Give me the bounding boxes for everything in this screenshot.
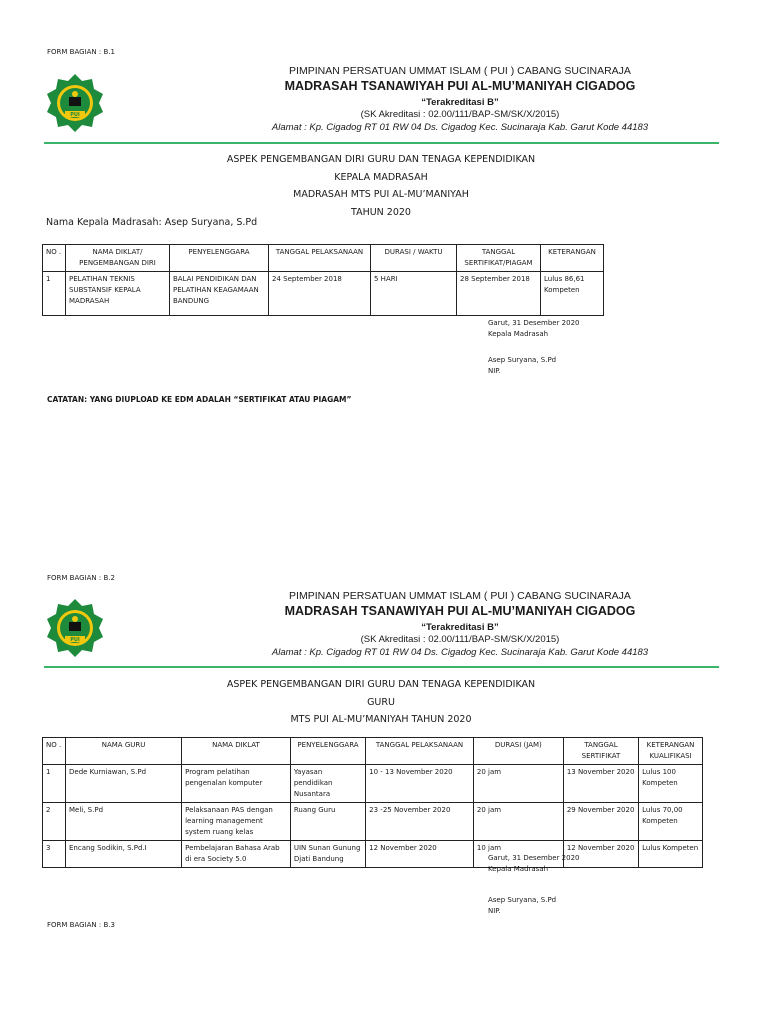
col-nama-guru: NAMA GURU: [66, 738, 182, 765]
cell-keterangan: Lulus 100 Kompeten: [639, 765, 703, 803]
table-row: [43, 803, 703, 841]
signature-block-b1: [488, 318, 580, 377]
col-tanggal-pelaksanaan: TANGGAL PELAKSANAAN: [366, 738, 474, 765]
accreditation: “Terakreditasi B”: [421, 622, 499, 633]
cell-no: 1: [43, 765, 66, 803]
title-line: MADRASAH MTS PUI AL-MU’MANIYAH: [293, 189, 469, 200]
col-nama-diklat: NAMA DIKLAT: [182, 738, 291, 765]
sign-name: Asep Suryana, S.Pd: [488, 896, 557, 904]
form-b2-title: [150, 676, 612, 729]
cell-tanggal-pelaksanaan: 12 November 2020: [366, 841, 474, 868]
school-logo: [44, 72, 106, 134]
cell-penyelenggara: BALAI PENDIDIKAN DAN PELATIHAN KEAGAMAAN BANDUNG: [170, 272, 269, 316]
school-name: MADRASAH TSANAWIYAH PUI AL-MU’MANIYAH CIGADOG: [284, 604, 636, 618]
table-b1: [42, 244, 604, 316]
cell-no: 3: [43, 841, 66, 868]
cell-no: 1: [43, 272, 66, 316]
cell-tanggal-pelaksanaan: 10 - 13 November 2020: [366, 765, 474, 803]
table-header-row: [43, 245, 604, 272]
address: Alamat : Kp. Cigadog RT 01 RW 04 Ds. Cigadog Kec. Sucinaraja Kab. Garut Kode 44183: [271, 647, 649, 658]
sign-role: Kepala Madrasah: [488, 330, 549, 338]
table-row: [43, 841, 703, 868]
table-b2: [42, 737, 703, 868]
principal-name: Nama Kepala Madrasah: Asep Suryana, S.Pd: [46, 217, 258, 228]
col-durasi: DURASI / WAKTU: [371, 245, 457, 272]
letterhead: [200, 590, 720, 659]
cell-keterangan: Lulus 70,00 Kompeten: [639, 803, 703, 841]
table-row: [43, 765, 703, 803]
sign-place-date: Garut, 31 Desember 2020: [488, 854, 580, 862]
title-line: KEPALA MADRASAH: [334, 171, 428, 183]
form-label-b1: FORM BAGIAN : B.1: [47, 48, 115, 56]
cell-durasi: 10 jam: [473, 841, 563, 868]
header-rule: [44, 142, 719, 144]
title-line: ASPEK PENGEMBANGAN DIRI GURU DAN TENAGA KEPENDIDIKAN: [226, 154, 536, 165]
cell-tanggal-pelaksanaan: 23 -25 November 2020: [366, 803, 474, 841]
cell-keterangan: Lulus 86,61 Kompeten: [541, 272, 604, 316]
cell-nama-guru: Dede Kurniawan, S.Pd: [66, 765, 182, 803]
cell-tanggal-sertifikat: 28 September 2018: [457, 272, 541, 316]
accreditation: “Terakreditasi B”: [421, 97, 499, 108]
title-line: MTS PUI AL-MU’MANIYAH TAHUN 2020: [290, 714, 472, 725]
title-line: TAHUN 2020: [351, 206, 411, 218]
sign-role: Kepala Madrasah: [488, 865, 549, 873]
cell-durasi: 20 jam: [473, 765, 563, 803]
address: Alamat : Kp. Cigadog RT 01 RW 04 Ds. Cigadog Kec. Sucinaraja Kab. Garut Kode 44183: [271, 122, 649, 133]
col-nama-diklat: NAMA DIKLAT/ PENGEMBANGAN DIRI: [66, 245, 170, 272]
cell-penyelenggara: Ruang Guru: [290, 803, 365, 841]
sk-number: (SK Akreditasi : 02.00/111/BAP-SM/SK/X/2015): [360, 109, 560, 120]
col-tanggal-pelaksanaan: TANGGAL PELAKSANAAN: [269, 245, 371, 272]
cell-durasi: 20 jam: [473, 803, 563, 841]
cell-nama-diklat: Program pelatihan pengenalan komputer: [182, 765, 291, 803]
cell-nama-diklat: Pembelajaran Bahasa Arab di era Society 5.0: [182, 841, 291, 868]
cell-durasi: 5 HARI: [371, 272, 457, 316]
logo-text: PUI: [70, 637, 80, 643]
title-line: GURU: [367, 696, 395, 708]
col-keterangan: KETERANGAN: [541, 245, 604, 272]
cell-nama-diklat: Pelaksanaan PAS dengan learning management system ruang kelas: [182, 803, 291, 841]
cell-penyelenggara: Yayasan pendidikan Nusantara: [290, 765, 365, 803]
col-durasi: DURASI (JAM): [473, 738, 563, 765]
col-keterangan: KETERANGAN KUALIFIKASI: [639, 738, 703, 765]
form-b1-title: [150, 151, 612, 221]
header-rule: [44, 666, 719, 668]
school-name: MADRASAH TSANAWIYAH PUI AL-MU’MANIYAH CIGADOG: [284, 79, 636, 93]
cell-nama-guru: Meli, S.Pd: [66, 803, 182, 841]
cell-nama-guru: Encang Sodikin, S.Pd.I: [66, 841, 182, 868]
col-tanggal-sertifikat: TANGGAL SERTIFIKAT: [563, 738, 638, 765]
sign-name: Asep Suryana, S.Pd: [488, 356, 557, 364]
form-label-b2: FORM BAGIAN : B.2: [47, 574, 115, 582]
sk-number: (SK Akreditasi : 02.00/111/BAP-SM/SK/X/2015): [360, 634, 560, 645]
col-penyelenggara: PENYELENGGARA: [170, 245, 269, 272]
school-logo: [44, 597, 106, 659]
title-line: ASPEK PENGEMBANGAN DIRI GURU DAN TENAGA KEPENDIDIKAN: [226, 679, 536, 690]
cell-penyelenggara: UIN Sunan Gunung Djati Bandung: [290, 841, 365, 868]
form-label-b3: FORM BAGIAN : B.3: [47, 921, 115, 929]
cell-tanggal-sertifikat: 12 November 2020: [563, 841, 638, 868]
cell-no: 2: [43, 803, 66, 841]
col-penyelenggara: PENYELENGGARA: [290, 738, 365, 765]
logo-text: PUI: [70, 112, 80, 118]
org-name: PIMPINAN PERSATUAN UMMAT ISLAM ( PUI ) CABANG SUCINARAJA: [289, 590, 631, 602]
sign-nip: NIP.: [488, 907, 501, 915]
org-name: PIMPINAN PERSATUAN UMMAT ISLAM ( PUI ) CABANG SUCINARAJA: [289, 65, 631, 77]
col-no: NO .: [43, 738, 66, 765]
cell-nama-diklat: PELATIHAN TEKNIS SUBSTANSIF KEPALA MADRASAH: [66, 272, 170, 316]
signature-block-b2: [488, 853, 580, 917]
sign-place-date: Garut, 31 Desember 2020: [488, 319, 580, 327]
upload-note: CATATAN: YANG DIUPLOAD KE EDM ADALAH “SERTIFIKAT ATAU PIAGAM”: [47, 395, 352, 404]
col-no: NO .: [43, 245, 66, 272]
cell-tanggal-sertifikat: 13 November 2020: [563, 765, 638, 803]
table-row: [43, 272, 604, 316]
table-header-row: [43, 738, 703, 765]
cell-keterangan: Lulus Kompeten: [639, 841, 703, 868]
sign-nip: NIP.: [488, 367, 501, 375]
cell-tanggal-sertifikat: 29 November 2020: [563, 803, 638, 841]
letterhead: [200, 65, 720, 134]
col-tanggal-sertifikat: TANGGAL SERTIFIKAT/PIAGAM: [457, 245, 541, 272]
cell-tanggal-pelaksanaan: 24 September 2018: [269, 272, 371, 316]
